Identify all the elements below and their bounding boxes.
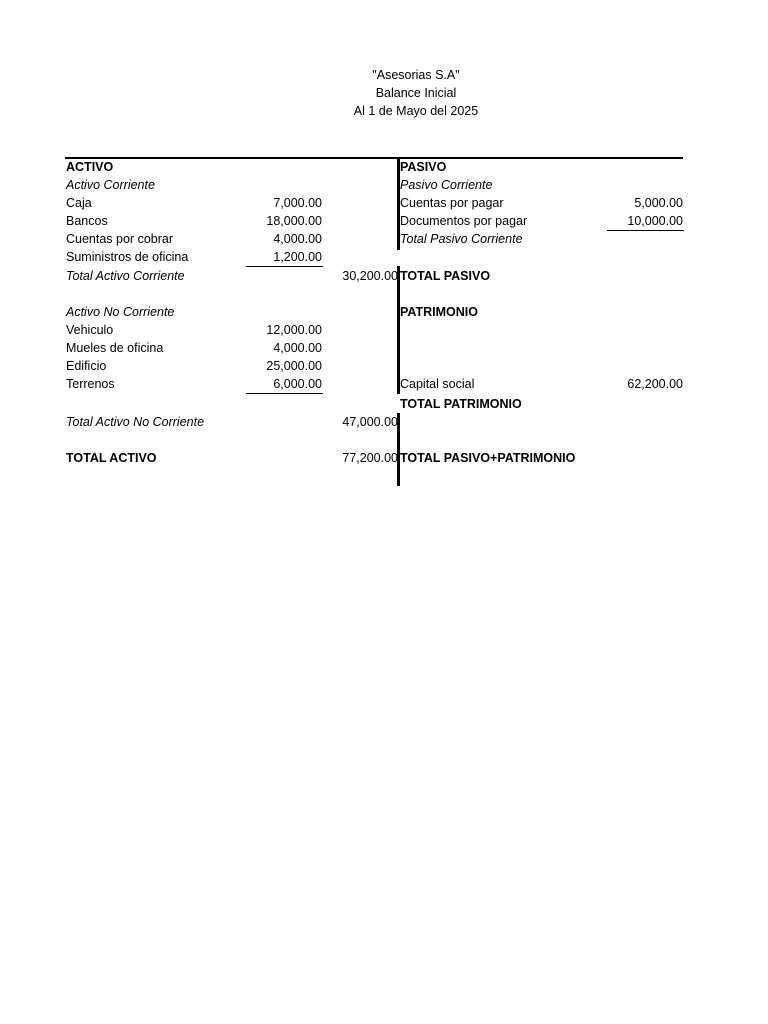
- activo-item-value: 4,000.00: [273, 232, 322, 246]
- activo-corriente-total-value: 30,200.00: [342, 269, 398, 283]
- table-top-rule: [65, 157, 683, 159]
- patrimonio-heading: PATRIMONIO: [400, 305, 479, 319]
- activo-no-corriente-total-label: Total Activo No Corriente: [66, 415, 205, 429]
- total-patrimonio-label: TOTAL PATRIMONIO: [400, 397, 522, 411]
- pasivo-heading: PASIVO: [400, 160, 447, 174]
- document-title: Balance Inicial: [375, 86, 457, 100]
- activo-corriente-total-label: Total Activo Corriente: [66, 269, 185, 283]
- activo-item-value: 12,000.00: [266, 323, 322, 337]
- activo-item-label: Vehiculo: [66, 323, 114, 337]
- activo-corriente-heading: Activo Corriente: [66, 178, 155, 192]
- pasivo-item-value: 10,000.00: [627, 214, 683, 228]
- activo-item-label: Terrenos: [66, 377, 115, 391]
- activo-item-label: Caja: [66, 196, 92, 210]
- pasivo-item-label: Cuentas por pagar: [400, 196, 504, 210]
- activo-item-value: 7,000.00: [273, 196, 322, 210]
- activo-item-value: 25,000.00: [266, 359, 322, 373]
- pasivo-item-label: Documentos por pagar: [400, 214, 528, 228]
- patrimonio-item-value: 62,200.00: [627, 377, 683, 391]
- pasivo-item-value: 5,000.00: [634, 196, 683, 210]
- activo-item-label: Suministros de oficina: [66, 250, 189, 264]
- activo-item-label: Bancos: [66, 214, 108, 228]
- total-pasivo-label: TOTAL PASIVO: [400, 269, 491, 283]
- pasivo-corriente-underline: [607, 230, 684, 231]
- activo-item-label: Cuentas por cobrar: [66, 232, 174, 246]
- activo-item-label: Mueles de oficina: [66, 341, 164, 355]
- company-name: "Asesorias S.A": [372, 68, 460, 82]
- activo-no-corriente-total-value: 47,000.00: [342, 415, 398, 429]
- activo-no-corriente-heading: Activo No Corriente: [66, 305, 175, 319]
- activo-no-corriente-underline: [246, 393, 323, 394]
- activo-item-value: 18,000.00: [266, 214, 322, 228]
- activo-heading: ACTIVO: [66, 160, 114, 174]
- pasivo-corriente-total-label: Total Pasivo Corriente: [400, 232, 523, 246]
- activo-item-value: 4,000.00: [273, 341, 322, 355]
- activo-item-value: 6,000.00: [273, 377, 322, 391]
- activo-corriente-underline: [246, 266, 323, 267]
- total-pasivo-patrimonio-label: TOTAL PASIVO+PATRIMONIO: [400, 451, 576, 465]
- activo-item-value: 1,200.00: [273, 250, 322, 264]
- document-date: Al 1 de Mayo del 2025: [353, 104, 479, 118]
- activo-item-label: Edificio: [66, 359, 107, 373]
- pasivo-corriente-heading: Pasivo Corriente: [400, 178, 493, 192]
- total-activo-value: 77,200.00: [342, 451, 398, 465]
- patrimonio-item-label: Capital social: [400, 377, 475, 391]
- total-activo-label: TOTAL ACTIVO: [66, 451, 157, 465]
